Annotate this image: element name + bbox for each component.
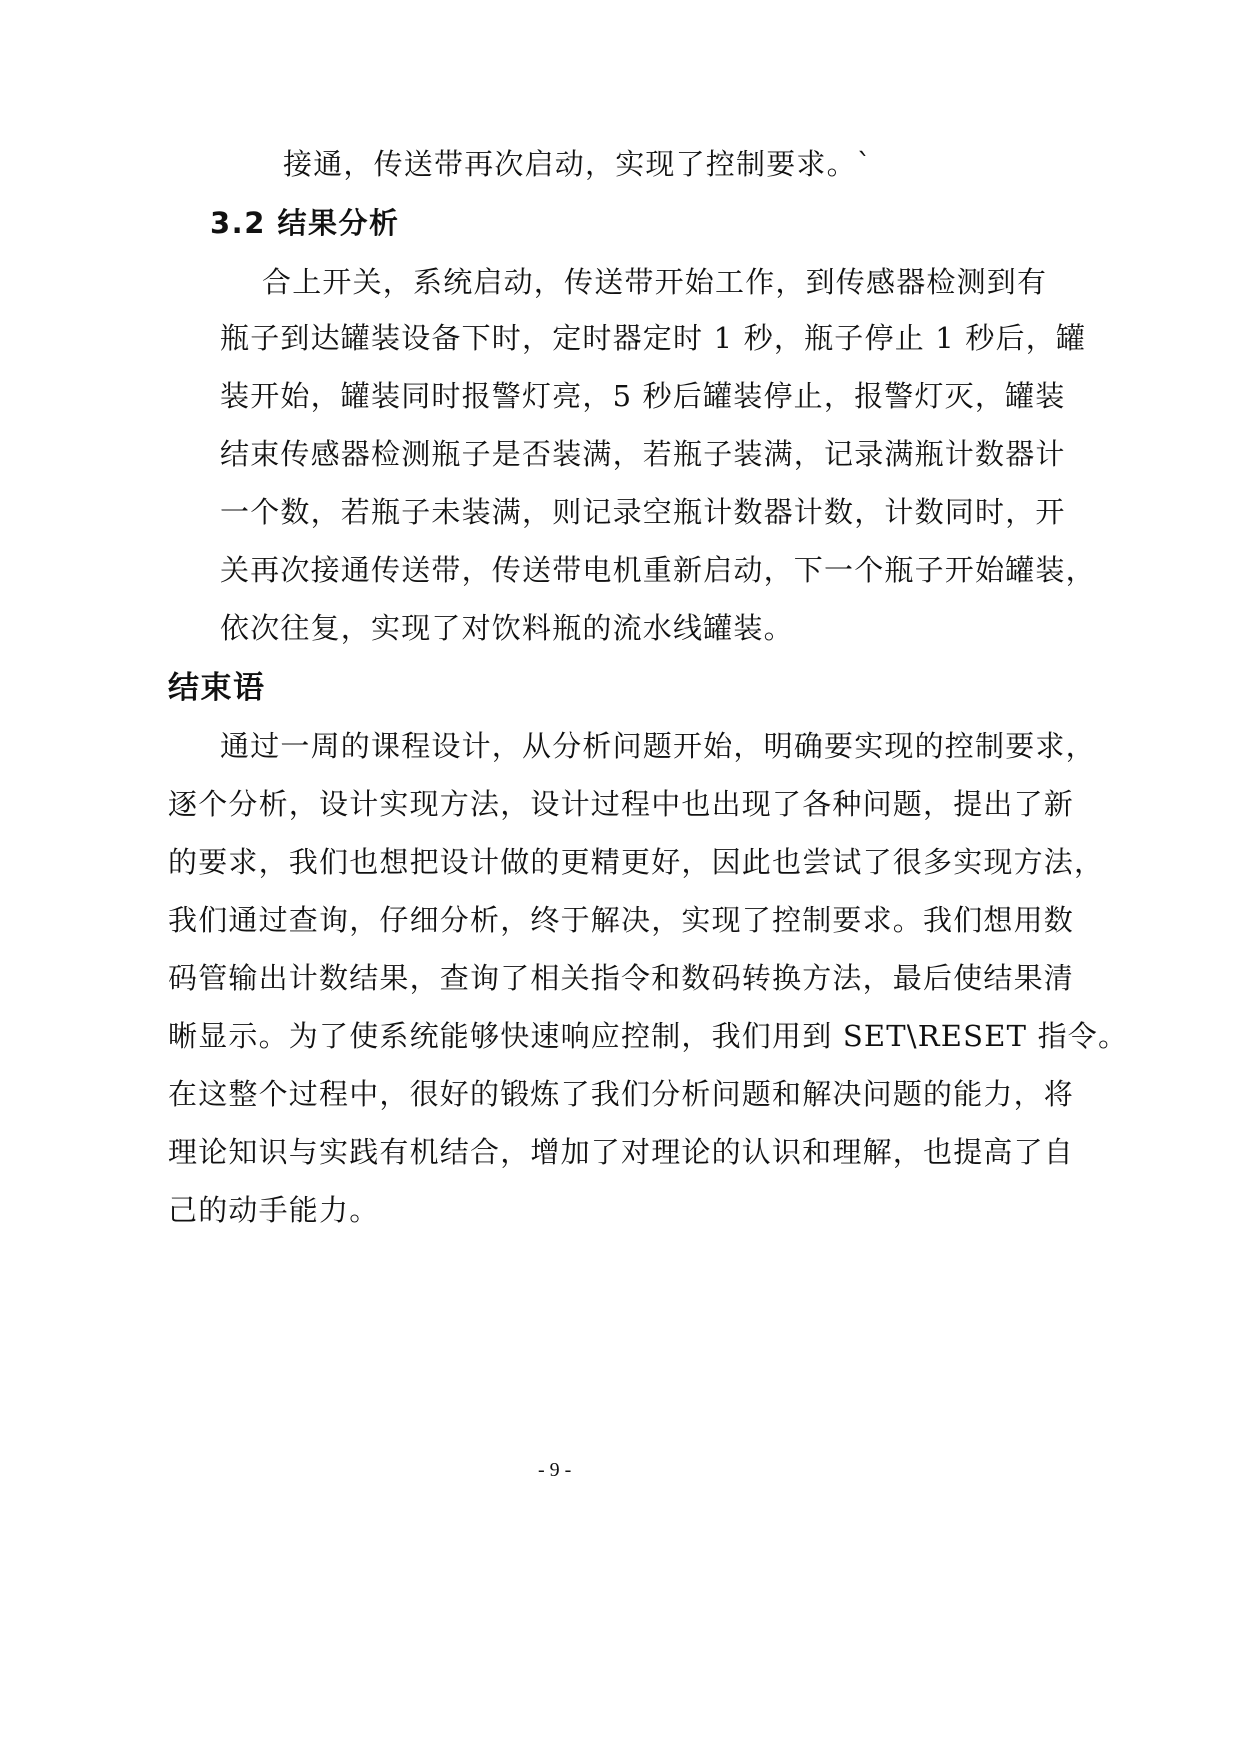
conclusion-line-4: 我们通过查询，仔细分析，终于解决，实现了控制要求。我们想用数	[168, 903, 1075, 937]
page-number: - 9 -	[538, 1459, 572, 1481]
conclusion-line-1: 通过一周的课程设计，从分析问题开始，明确要实现的控制要求，	[220, 729, 1096, 763]
section-3-2-line-3: 装开始，罐装同时报警灯亮，5 秒后罐装停止，报警灯灭，罐装	[220, 379, 1066, 413]
section-heading-3-2: 3.2 结果分析	[210, 206, 400, 240]
section-3-2-line-1: 合上开关，系统启动，传送带开始工作，到传感器检测到有	[262, 265, 1048, 299]
conclusion-heading: 结束语	[168, 670, 266, 706]
section-3-2-line-5: 一个数，若瓶子未装满，则记录空瓶计数器计数，计数同时，开	[220, 495, 1066, 529]
conclusion-line-8: 理论知识与实践有机结合，增加了对理论的认识和理解，也提高了自	[168, 1135, 1075, 1169]
conclusion-line-2: 逐个分析，设计实现方法，设计过程中也出现了各种问题，提出了新	[168, 787, 1075, 821]
conclusion-line-3: 的要求，我们也想把设计做的更精更好，因此也尝试了很多实现方法，	[168, 845, 1105, 879]
conclusion-line-6: 晰显示。为了使系统能够快速响应控制，我们用到 SET\RESET 指令。	[168, 1019, 1129, 1053]
conclusion-line-9: 己的动手能力。	[168, 1193, 380, 1227]
conclusion-line-5: 码管输出计数结果，查询了相关指令和数码转换方法，最后使结果清	[168, 961, 1075, 995]
section-3-2-line-2: 瓶子到达罐装设备下时，定时器定时 1 秒，瓶子停止 1 秒后，罐	[220, 321, 1087, 355]
continuation-line: 接通，传送带再次启动，实现了控制要求。`	[283, 147, 873, 181]
section-3-2-line-7: 依次往复，实现了对饮料瓶的流水线罐装。	[220, 611, 794, 645]
conclusion-line-7: 在这整个过程中，很好的锻炼了我们分析问题和解决问题的能力，将	[168, 1077, 1075, 1111]
section-3-2-line-4: 结束传感器检测瓶子是否装满，若瓶子装满，记录满瓶计数器计	[220, 437, 1066, 471]
section-3-2-line-6: 关再次接通传送带，传送带电机重新启动，下一个瓶子开始罐装，	[220, 553, 1096, 587]
